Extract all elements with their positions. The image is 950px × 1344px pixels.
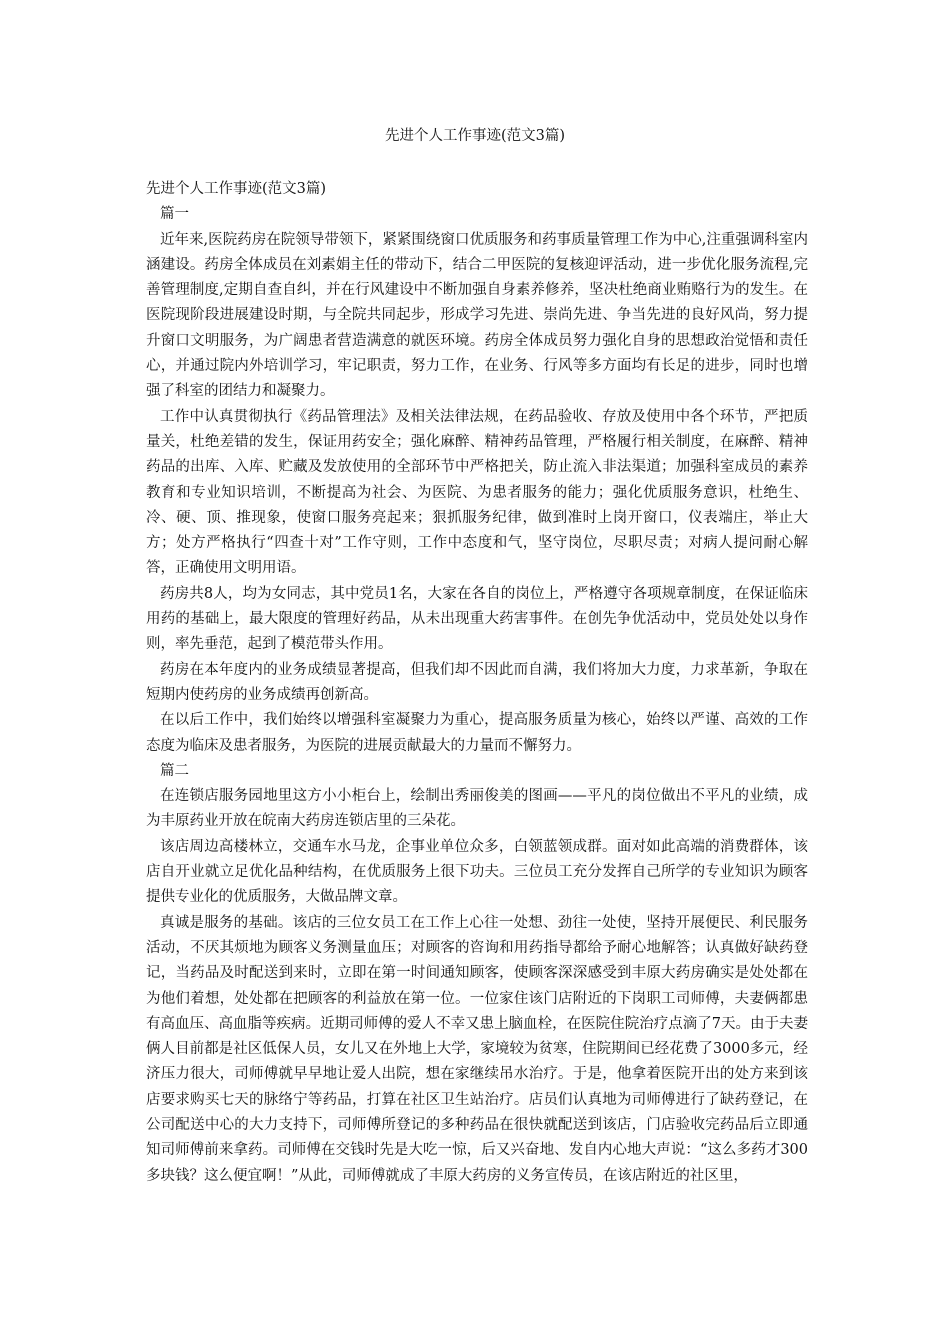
section-label-1: 篇一 [160,206,189,223]
document-body [146,177,808,1189]
paragraph: 在以后工作中，我们始终以增强科室凝聚力为重心，提高服务质量为核心，始终以严谨、高效的工作态度为临床及患者服务，为医院的进展贡献最大的力量而不懈努力。 [146,712,808,754]
document-title: 先进个人工作事迹(范文3篇) [384,128,566,144]
paragraph: 药房在本年度内的业务成绩显著提高，但我们却不因此而自满，我们将加大力度，力求革新，争取在短期内使药房的业务成绩再创新高。 [146,661,808,703]
paragraph: 工作中认真贯彻执行《药品管理法》及相关法律法规，在药品验收、存放及使用中各个环节，严把质量关，杜绝差错的发生，保证用药安全；强化麻醉、精神药品管理，严格履行相关制度，在麻醉、精神药品的出库、入库、贮藏及发放使用的全部环节中严格把关，防止流入非法渠道；加强科室成员的素养教育和专业知识培训，不断提高为社会、为医院、为患者服务的能力；强化优质服务意识，杜绝生、冷、硬、顶、推现象，使窗口服务亮起来；狠抓服务纪律，做到准时上岗开窗口，仪表端庄，举止大方；处方严格执行“四查十对”工作守则，工作中态度和气，坚守岗位，尽职尽责；对病人提问耐心解答，正确使用文明用语。 [146,408,808,577]
paragraph: 该店周边高楼林立，交通车水马龙，企事业单位众多，白领蓝领成群。面对如此高端的消费群体，该店自开业就立足优化品种结构，在优质服务上很下功夫。三位员工充分发挥自己所学的专业知识为顾客提供专业化的优质服务，大做品牌文章。 [146,838,808,906]
paragraph: 近年来,医院药房在院领导带领下，紧紧围绕窗口优质服务和药事质量管理工作为中心,注重强调科室内涵建设。药房全体成员在刘素娟主任的带动下，结合二甲医院的复核迎评活动，进一步优化服务流程,完善管理制度,定期自查自纠，并在行风建设中不断加强自身素养修养，坚决杜绝商业贿赂行为的发生。在医院现阶段进展建设时期，与全院共同起步，形成学习先进、崇尚先进、争当先进的良好风尚，努力提升窗口文明服务，为广阔患者营造满意的就医环境。药房全体成员努力强化自身的思想政治觉悟和责任心，并通过院内外培训学习，牢记职责，努力工作，在业务、行风等多方面均有长足的进步，同时也增强了科室的团结力和凝聚力。 [146,231,808,400]
paragraph: 真诚是服务的基础。该店的三位女员工在工作上心往一处想、劲往一处使，坚持开展便民、利民服务活动，不厌其烦地为顾客义务测量血压；对顾客的咨询和用药指导都给予耐心地解答；认真做好缺药登记，当药品及时配送到来时，立即在第一时间通知顾客，使顾客深深感受到丰原大药房确实是处处都在为他们着想，处处都在把顾客的利益放在第一位。一位家住该门店附近的下岗职工司师傅，夫妻俩都患有高血压、高血脂等疾病。近期司师傅的爱人不幸又患上脑血栓，在医院住院治疗点滴了7天。由于夫妻俩人目前都是社区低保人员，女儿又在外地上大学，家境较为贫寒，住院期间已经花费了3000多元，经济压力很大，司师傅就早早地让爱人出院，想在家继续吊水治疗。于是，他拿着医院开出的处方来到该店要求购买七天的脉络宁等药品，打算在社区卫生站治疗。店员们认真地为司师傅进行了缺药登记，在公司配送中心的大力支持下，司师傅所登记的多种药品在很快就配送到该店，门店验收完药品后立即通知司师傅前来拿药。司师傅在交钱时先是大吃一惊，后又兴奋地、发自内心地大声说：“这么多药才300多块钱？这么便宜啊！”从此，司师傅就成了丰原大药房的义务宣传员，在该店附近的社区里， [146,914,808,1184]
paragraph: 药房共8人，均为女同志，其中党员1名，大家在各自的岗位上，严格遵守各项规章制度，在保证临床用药的基础上，最大限度的管理好药品，从未出现重大药害事件。在创先争优活动中，党员处处以身作则，率先垂范，起到了模范带头作用。 [146,585,808,653]
section-label-2: 篇二 [160,762,189,779]
document-subtitle: 先进个人工作事迹(范文3篇) [146,181,327,197]
paragraph: 在连锁店服务园地里这方小小柜台上，绘制出秀丽俊美的图画——平凡的岗位做出不平凡的业绩，成为丰原药业开放在皖南大药房连锁店里的三朵花。 [146,788,808,830]
